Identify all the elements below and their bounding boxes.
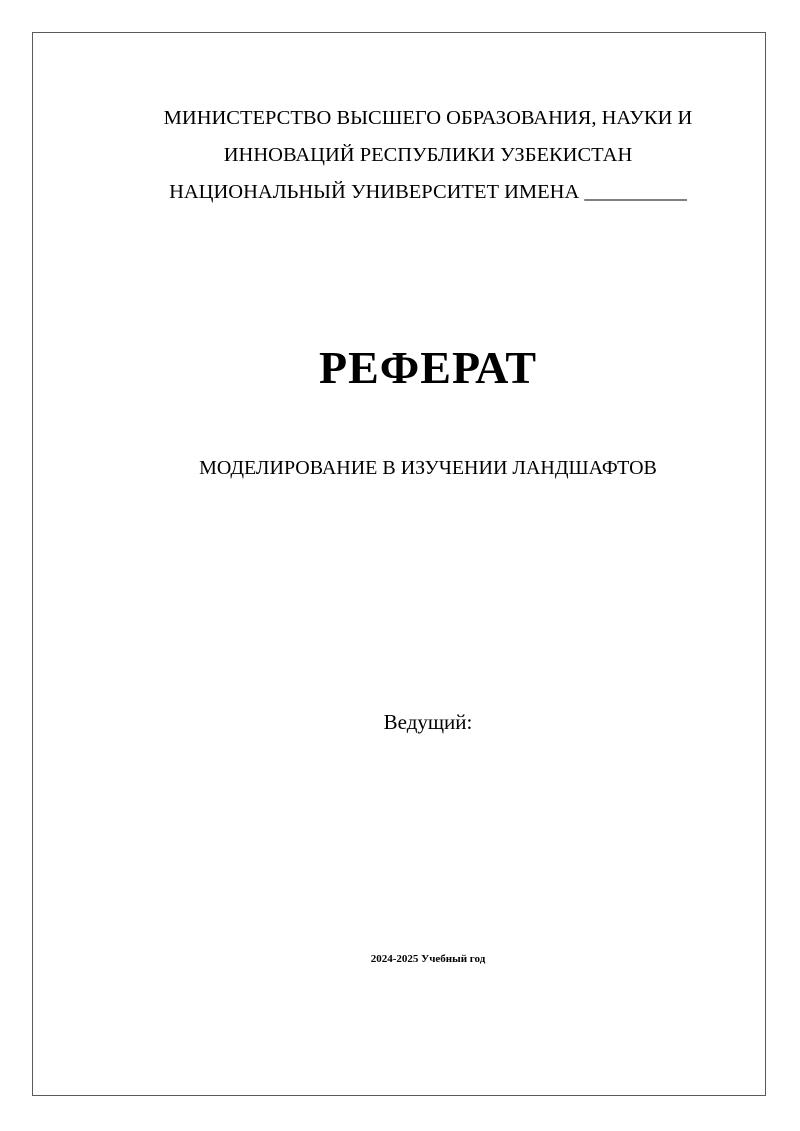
- document-topic: МОДЕЛИРОВАНИЕ В ИЗУЧЕНИИ ЛАНДШАФТОВ: [199, 457, 657, 479]
- academic-year: 2024-2025 Учебный год: [370, 953, 486, 965]
- institution-header: [32, 100, 800, 211]
- ministry-line-1: МИНИСТЕРСТВО ВЫСШЕГО ОБРАЗОВАНИЯ, НАУКИ И: [163, 107, 693, 129]
- university-line: НАЦИОНАЛЬНЫЙ УНИВЕРСИТЕТ ИМЕНА __________: [169, 181, 687, 203]
- ministry-line-2: ИННОВАЦИЙ РЕСПУБЛИКИ УЗБЕКИСТАН: [223, 144, 633, 166]
- document-title: РЕФЕРАТ: [318, 342, 538, 393]
- leader-label: Ведущий:: [383, 710, 473, 734]
